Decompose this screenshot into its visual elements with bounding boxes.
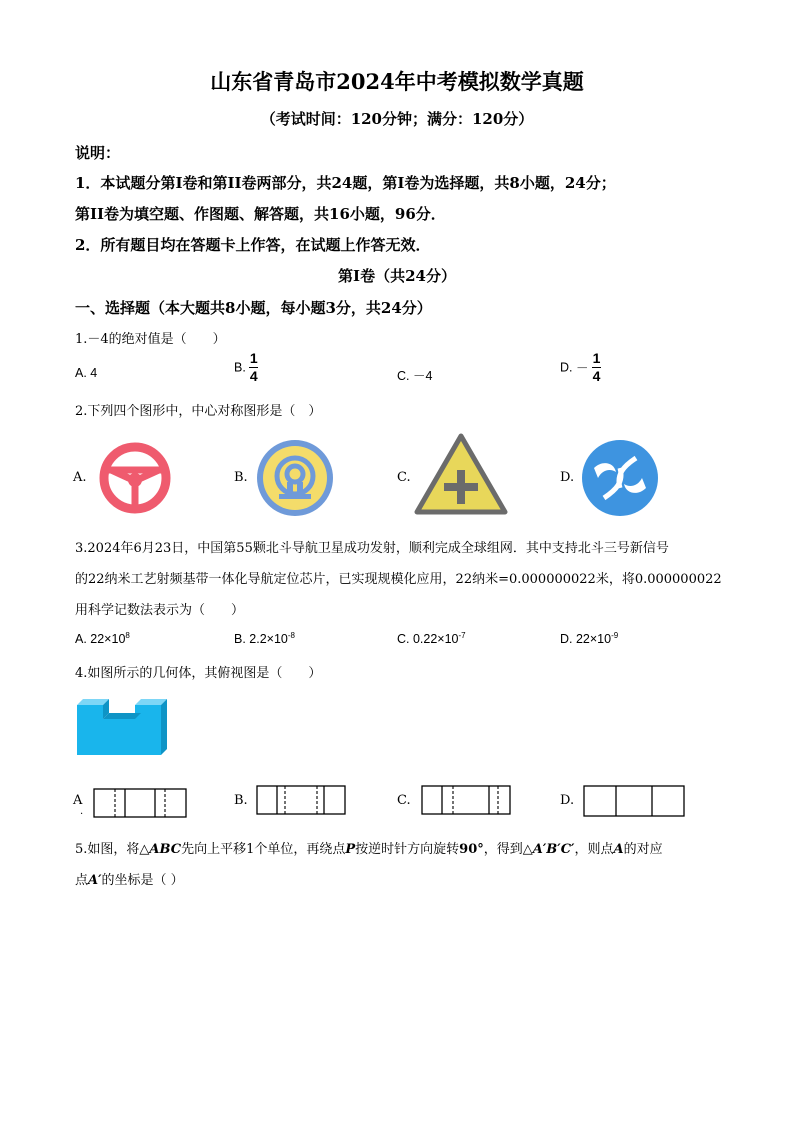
instructions-heading: 说明： [75,144,121,162]
q3-line-3: 用科学记数法表示为（ ） [75,603,245,618]
q5-text-7: 点 [75,873,89,888]
q5-text-4: ，得到 [483,842,523,857]
q2-stem: 2.下列四个图形中，中心对称图形是（ ） [75,404,322,419]
steering-wheel-icon [97,440,173,516]
q1-b-numerator: 1 [249,350,258,366]
q1-d-numerator: 1 [592,350,601,366]
q3-a-base: A. 22×10 [75,632,126,646]
q3-d-exponent: -9 [611,631,619,640]
instruction-line-2: 第II卷为填空题、作图题、解答题，共16小题，96分． [75,205,446,223]
q3-option-b [234,631,295,646]
q4-stem: 4.如图所示的几何体，其俯视图是（ ） [75,666,322,681]
instruction-line-1: 1．本试题分第I卷和第II卷两部分，共24题，第I卷为选择题，共8小题，24分； [75,174,616,192]
q1-b-denominator: 4 [249,368,258,384]
q4-option-d-view [583,785,687,817]
q2-option-d-label: D. [560,470,575,485]
q5-text-2: 先向上平移1个单位，再绕点 [181,842,346,857]
q1-option-a: A. 4 [75,366,98,380]
q4-option-b-label: B. [234,793,248,808]
q5-text-8: 的坐标是（ ） [101,873,184,888]
yin-yang-like-icon [580,438,660,518]
q4-option-c-view [421,785,513,815]
q1-option-d-label: D. [560,360,573,375]
q4-option-a-view [93,788,187,818]
q3-c-exponent: -7 [458,631,466,640]
q5-text-5: ，则点 [574,842,614,857]
q3-b-base: B. 2.2×10 [234,632,288,646]
part1-heading: 第I卷（共24分） [338,267,456,285]
q4-option-c-label: C. [397,793,411,808]
q5-text-1: 5.如图，将 [75,842,140,857]
q3-c-base: C. 0.22×10 [397,632,459,646]
q2-option-b-label: B. [234,470,248,485]
q3-b-exponent: -8 [287,631,295,640]
q5-triangle-abc: △ABC [139,842,182,857]
exam-info: （考试时间：120分钟；满分：120分） [260,110,534,128]
q5-point-a: A [613,842,624,857]
q5-point-a-prime: A′ [88,873,102,888]
q1-option-d-sign: － [575,361,589,376]
q2-option-c-label: C. [397,470,411,485]
q4-option-d-label: D. [560,793,575,808]
q5-text-6: 的对应 [623,842,663,857]
q3-d-base: D. 22×10 [560,632,612,646]
q1-option-b-fraction [249,352,258,383]
q1-stem: 1.－4的绝对值是（ ） [75,332,226,347]
geometric-solid-figure [75,697,177,759]
q3-option-d [560,631,618,646]
q3-option-c [397,631,466,646]
q1-d-denominator: 4 [592,368,601,384]
section-heading: 一、选择题（本大题共8小题，每小题3分，共24分） [75,299,432,317]
q5-point-p: P [345,842,356,857]
railway-logo-icon [255,438,335,518]
q1-option-b-label: B. [234,360,246,375]
q5-text-3: 按逆时针方向旋转 [355,842,460,857]
q1-option-c: C. －4 [397,369,433,383]
q1-option-b [234,352,258,383]
q4-option-b-view [256,785,348,815]
q1-option-d [560,352,601,383]
q3-line-2: 的22纳米工艺射频基带一体化导航定位芯片，已实现规模化应用，22纳米=0.000000022米，将0.000000022 [75,572,722,587]
q1-option-d-fraction [592,352,601,383]
q5-line-1 [75,838,663,857]
warning-plus-triangle-icon [413,432,509,516]
q5-triangle-prime: △A′B′C′ [522,842,575,857]
q3-option-a [75,631,130,646]
q4-option-a-label: A [73,793,83,808]
q3-a-exponent: 8 [125,631,130,640]
q3-line-1: 3.2024年6月23日，中国第55颗北斗导航卫星成功发射，顺利完成全球组网．其中支持北斗三号新信号 [75,541,669,556]
q2-option-a-label: A. [73,470,87,485]
page-title: 山东省青岛市2024年中考模拟数学真题 [210,69,584,94]
q5-angle: 90° [459,842,484,857]
q4-option-a-dot: . [80,806,84,817]
instruction-line-3: 2．所有题目均在答题卡上作答，在试题上作答无效． [75,236,431,254]
q5-line-2 [75,869,184,888]
